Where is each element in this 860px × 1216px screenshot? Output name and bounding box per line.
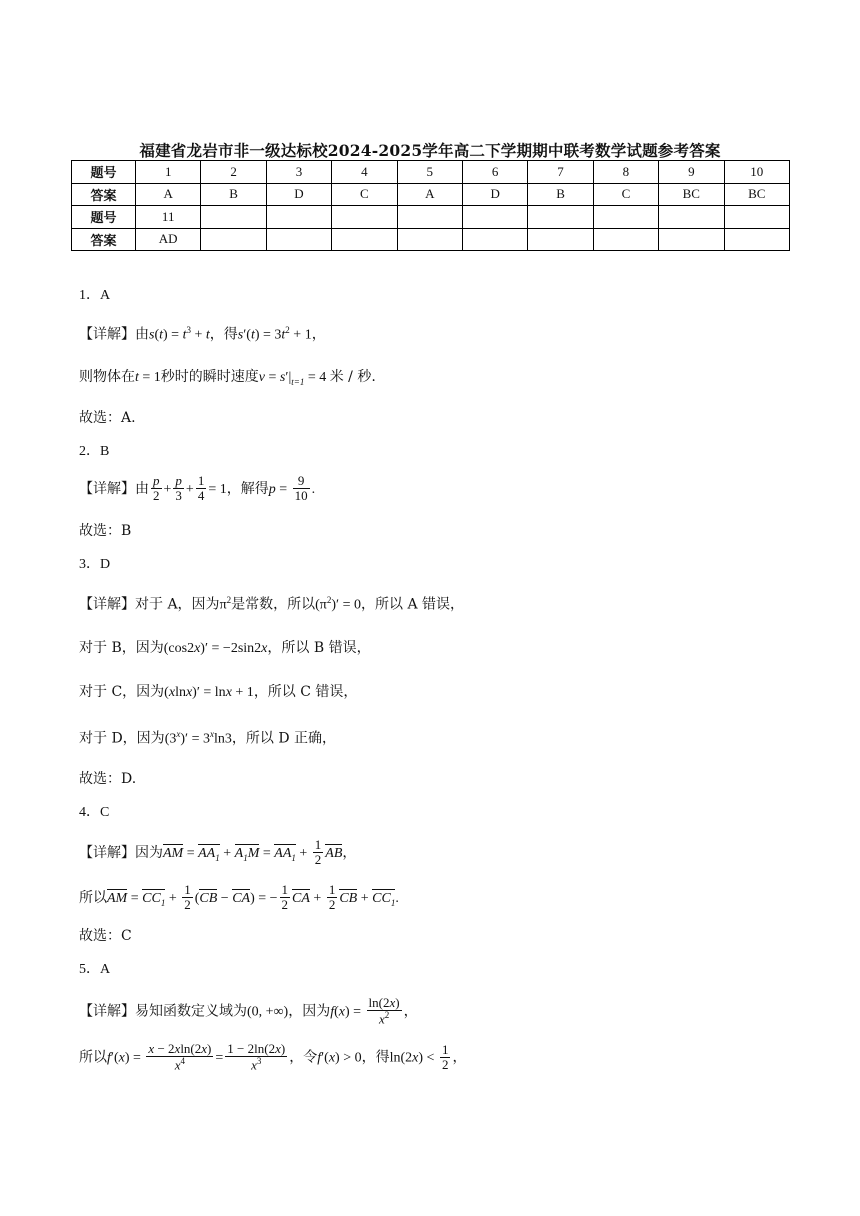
text-segment: 【详解】因为 [79,844,163,861]
table-cell: BC [659,183,724,206]
question-2-conclusion: 故选：B [79,523,132,539]
text-segment: 【详解】由 [79,326,149,343]
text-segment: 【详解】由 [79,480,149,497]
text-segment: 所以 [79,889,107,906]
question-3-detail-line-2: 对于 B，因为(cos2x)′ = −2sin2x，所以 B 错误， [79,640,371,656]
question-3-detail-line-3: 对于 C，因为(xlnx)′ = lnx + 1，所以 C 错误， [79,684,358,700]
table-cell: C [332,183,397,206]
question-3-detail-line-4: 对于 D，因为$(3^x)' = 3^x\ln 3$，所以 D 正确， [79,729,336,747]
table-cell: 2 [201,161,266,184]
table-cell [724,206,789,229]
row-header: 题号 [72,206,136,229]
table-cell [397,228,462,251]
text-segment: ，所以 C 错误， [253,684,358,700]
question-1-conclusion: 故选：A. [79,410,136,426]
table-cell: B [528,183,593,206]
text-segment: 【详解】易知函数定义域为 [79,1003,247,1020]
text-segment: ， [403,1003,418,1020]
table-cell [593,206,658,229]
question-3-heading: 3．D [79,557,111,572]
table-cell [462,206,527,229]
text-segment: ，所以 B 错误， [267,640,371,656]
table-cell: D [266,183,331,206]
table-cell: A [397,183,462,206]
table-row [72,183,790,206]
text-segment: ，因为 [288,1003,331,1020]
table-cell [201,228,266,251]
table-cell: C [593,183,658,206]
table-cell: 1 [136,161,201,184]
text-segment: ，得 [209,326,238,343]
question-2-detail-line-1: 【详解】由 $\frac{p}{2}$ + $\frac{p}{3}$ + $\frac{1}{4}$ = 1，解得p = $\frac{9}{10}$ . [79,473,316,504]
question-4-detail-line-2: 所以AM = $CC_1$ + $\frac{1}{2}$ (CB − CA) = − $\frac{1}{2}$ CA + $\frac{1}{2}$ CB + $CC_1$. [79,882,399,913]
table-cell [266,206,331,229]
question-5-detail-line-1: 【详解】易知函数定义域为(0, +∞)，因为f(x) = $\frac{\ln(2x)}{x^2}$ ， [79,995,418,1027]
table-cell [266,228,331,251]
table-cell [332,228,397,251]
text-segment: 则物体在 [79,369,135,385]
table-cell [659,228,724,251]
table-cell [462,228,527,251]
table-cell: 9 [659,161,724,184]
question-5-detail-line-2: 所以f′(x) = $\frac{x - 2xln(2x)}{x^4}$ = $\frac{1 - 2\ln(2x)}{x^3}$ ，令f′(x) > 0，得ln(2x) < $\frac{1}{2}$ ， [79,1041,467,1073]
table-cell: 4 [332,161,397,184]
text-segment: ，所以 D 正确， [231,730,336,747]
table-cell: 11 [136,206,201,229]
text-segment: ， [452,1049,467,1066]
table-cell [528,228,593,251]
table-cell: 3 [266,161,331,184]
table-cell: 8 [593,161,658,184]
table-cell [332,206,397,229]
text-segment: 所以 [79,1049,107,1066]
text-segment: ， [311,326,326,343]
question-3-conclusion: 故选：D. [79,771,137,787]
table-cell [659,206,724,229]
question-1-detail-line-2: 则物体在t = 1秒时的瞬时速度$v = s'|_{t=1} = 4$ 米 / 秒. [79,369,376,387]
question-4-detail-line-1: 【详解】因为AM = $AA_1 + A_1M = AA_1$ + $\frac{1}{2}$ AB， [79,837,357,868]
text-segment: ，令 [289,1049,318,1066]
question-4-conclusion: 故选：C [79,928,132,944]
answer-table [71,160,790,251]
row-header: 答案 [72,228,136,251]
table-cell: BC [724,183,789,206]
text-segment: 对于 B，因为 [79,640,164,656]
table-cell: 6 [462,161,527,184]
text-segment: 是常数，所以 [231,596,316,613]
table-cell: A [136,183,201,206]
table-row [72,206,790,229]
table-cell: AD [136,228,201,251]
text-segment: ，得 [361,1049,390,1066]
text-segment: 米 / 秒. [329,369,376,385]
table-cell: D [462,183,527,206]
table-cell [201,206,266,229]
question-4-heading: 4．C [79,805,110,820]
document-title: 福建省龙岩市非一级达标校2024-2025学年高二下学期期中联考数学试题参考答案 [139,141,721,160]
text-segment: 对于 C，因为 [79,684,165,700]
table-cell [397,206,462,229]
table-cell: 10 [724,161,789,184]
table-cell [528,206,593,229]
text-segment: ，解得 [226,480,269,497]
text-segment: ，所以 A 错误， [361,596,465,613]
question-5-heading: 5．A [79,962,111,977]
table-cell: 5 [397,161,462,184]
text-segment: 秒时的瞬时速度 [160,369,259,385]
table-row [72,228,790,251]
row-header: 题号 [72,161,136,184]
question-1-detail-line-1: 【详解】由$s(t) = t^3 + t$，得$s'(t) = 3t^2 + 1$， [79,325,326,343]
table-cell: 7 [528,161,593,184]
question-1-heading: 1．A [79,288,111,303]
table-row [72,161,790,184]
text-segment: 对于 D，因为 [79,730,165,747]
table-cell: B [201,183,266,206]
table-cell [593,228,658,251]
row-header: 答案 [72,183,136,206]
text-segment: 【详解】对于 A，因为 [79,596,220,613]
question-2-heading: 2．B [79,444,110,459]
question-3-detail-line-1: 【详解】对于 A，因为$\pi^2$是常数，所以$(\pi^2)' = 0$，所以 A 错误， [79,595,465,613]
table-cell [724,228,789,251]
